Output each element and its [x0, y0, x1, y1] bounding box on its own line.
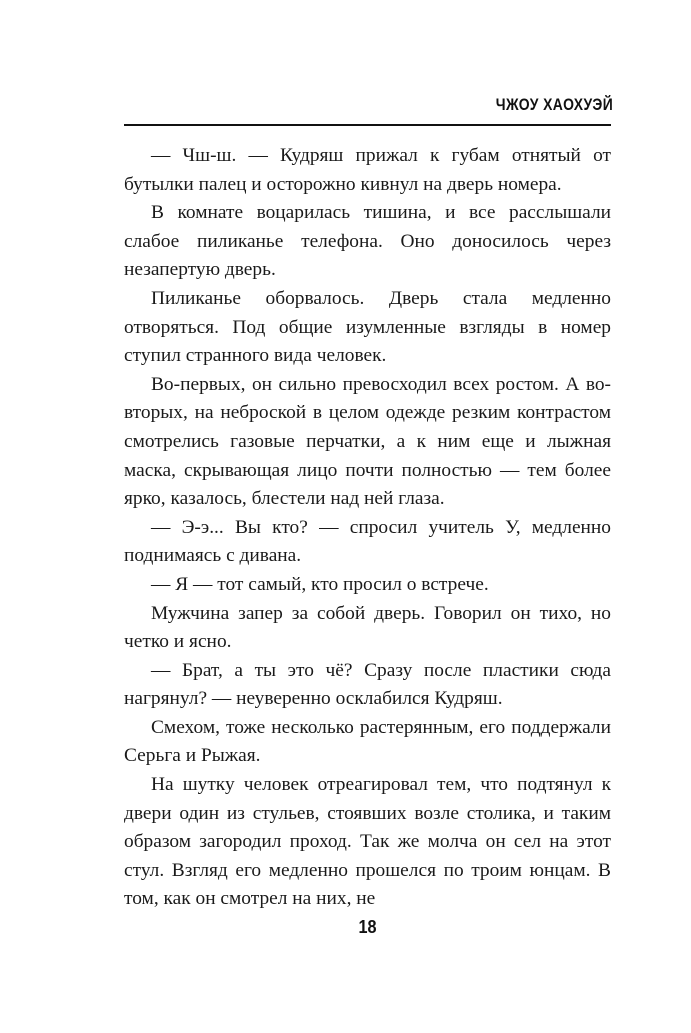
paragraph: В комнате воцарилась тишина, и все расслышали слабое пиликанье телефона. Оно доносилось через незапертую дверь. [124, 202, 611, 281]
paragraph: — Э-э... Вы кто? — спросил учитель У, медленно поднимаясь с дивана. [124, 516, 611, 567]
paragraph: Смехом, тоже несколько растерянным, его поддержали Серьга и Рыжая. [124, 716, 611, 767]
header-divider [124, 124, 611, 126]
page-number: 18 [358, 917, 377, 937]
running-title: ЧЖОУ ХАОХУЭЙ [495, 95, 613, 114]
paragraph: Во-первых, он сильно превосходил всех ростом. А во-вторых, на неброской в целом одежде резким контрастом смотрелись газовые перчатки, а к ним еще и лыжная маска, скрывающая лицо почти полностью — тем более ярко, казалось, блестели над ней глаза. [124, 373, 611, 510]
paragraph: На шутку человек отреагировал тем, что подтянул к двери один из стульев, стоявших возле столика, и таким образом загородил проход. Так же молча он сел на этот стул. Взгляд его медленно прошелся по троим юнцам. В том, как он смотрел на них, не [124, 774, 611, 910]
paragraph: — Чш-ш. — Кудряш прижал к губам отнятый от бутылки палец и осторожно кивнул на дверь номера. [124, 145, 611, 195]
paragraph: Мужчина запер за собой дверь. Говорил он тихо, но четко и ясно. [124, 602, 611, 653]
paragraph: — Брат, а ты это чё? Сразу после пластики сюда нагрянул? — неуверенно осклабился Кудряш. [124, 659, 611, 710]
paragraph: — Я — тот самый, кто просил о встрече. [151, 573, 489, 595]
paragraph: Пиликанье оборвалось. Дверь стала медленно отворяться. Под общие изумленные взгляды в номер ступил странного вида человек. [124, 287, 611, 367]
body-text [124, 142, 611, 914]
